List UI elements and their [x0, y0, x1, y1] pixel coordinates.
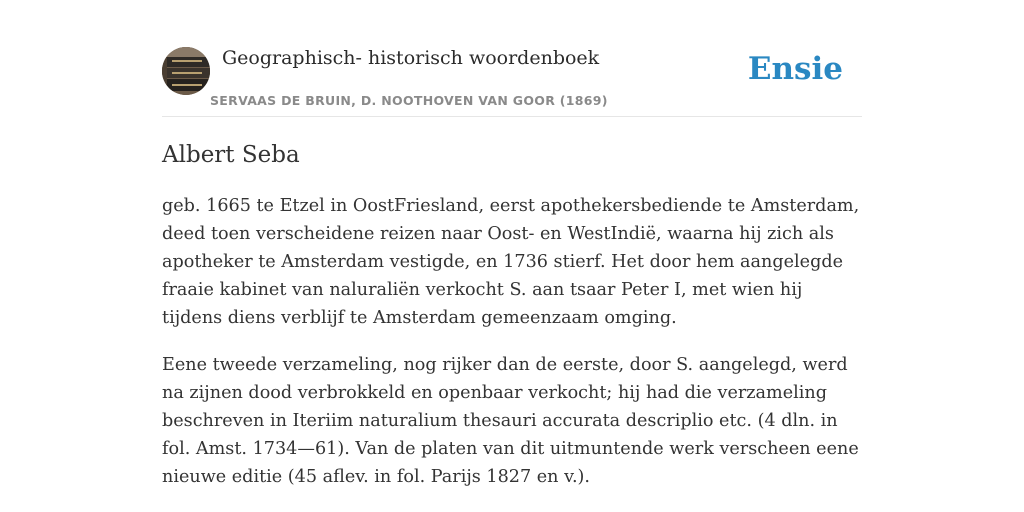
entry-paragraph: geb. 1665 te Etzel in OostFriesland, eerst apothekersbediende te Amsterdam, deed toen verscheidene reizen naar Oost- en WestIndië, waarna hij zich als apotheker te Amsterdam vestigde, en 1736 stierf. Het door hem aangelegde fraaie kabinet van naluraliën verkocht S. aan tsaar Peter I, met wien hij tijdens diens verblijf te Amsterdam gemeenzaam omging. [162, 196, 860, 328]
entry-content [162, 192, 866, 510]
book-author: SERVAAS DE BRUIN, D. NOOTHOVEN VAN GOOR (1869) [210, 93, 608, 108]
book-title[interactable]: Geographisch- historisch woordenboek [222, 47, 600, 69]
entry-title: Albert Seba [162, 142, 300, 168]
header [162, 46, 862, 117]
entry-paragraph: Eene tweede verzameling, nog rijker dan de eerste, door S. aangelegd, werd na zijnen dood verbrokkeld en openbaar verkocht; hij had die verzameling beschreven in Iteriim naturalium thesauri accurata descriplio etc. (4 dln. in fol. Amst. 1734—61). Van de platen van dit uitmuntende werk verscheen eene nieuwe editie (45 aflev. in fol. Parijs 1827 en v.). [162, 355, 859, 487]
book-cover-avatar[interactable] [162, 47, 210, 95]
book-spines-icon [162, 47, 210, 95]
brand-logo[interactable]: Ensie [747, 51, 843, 87]
